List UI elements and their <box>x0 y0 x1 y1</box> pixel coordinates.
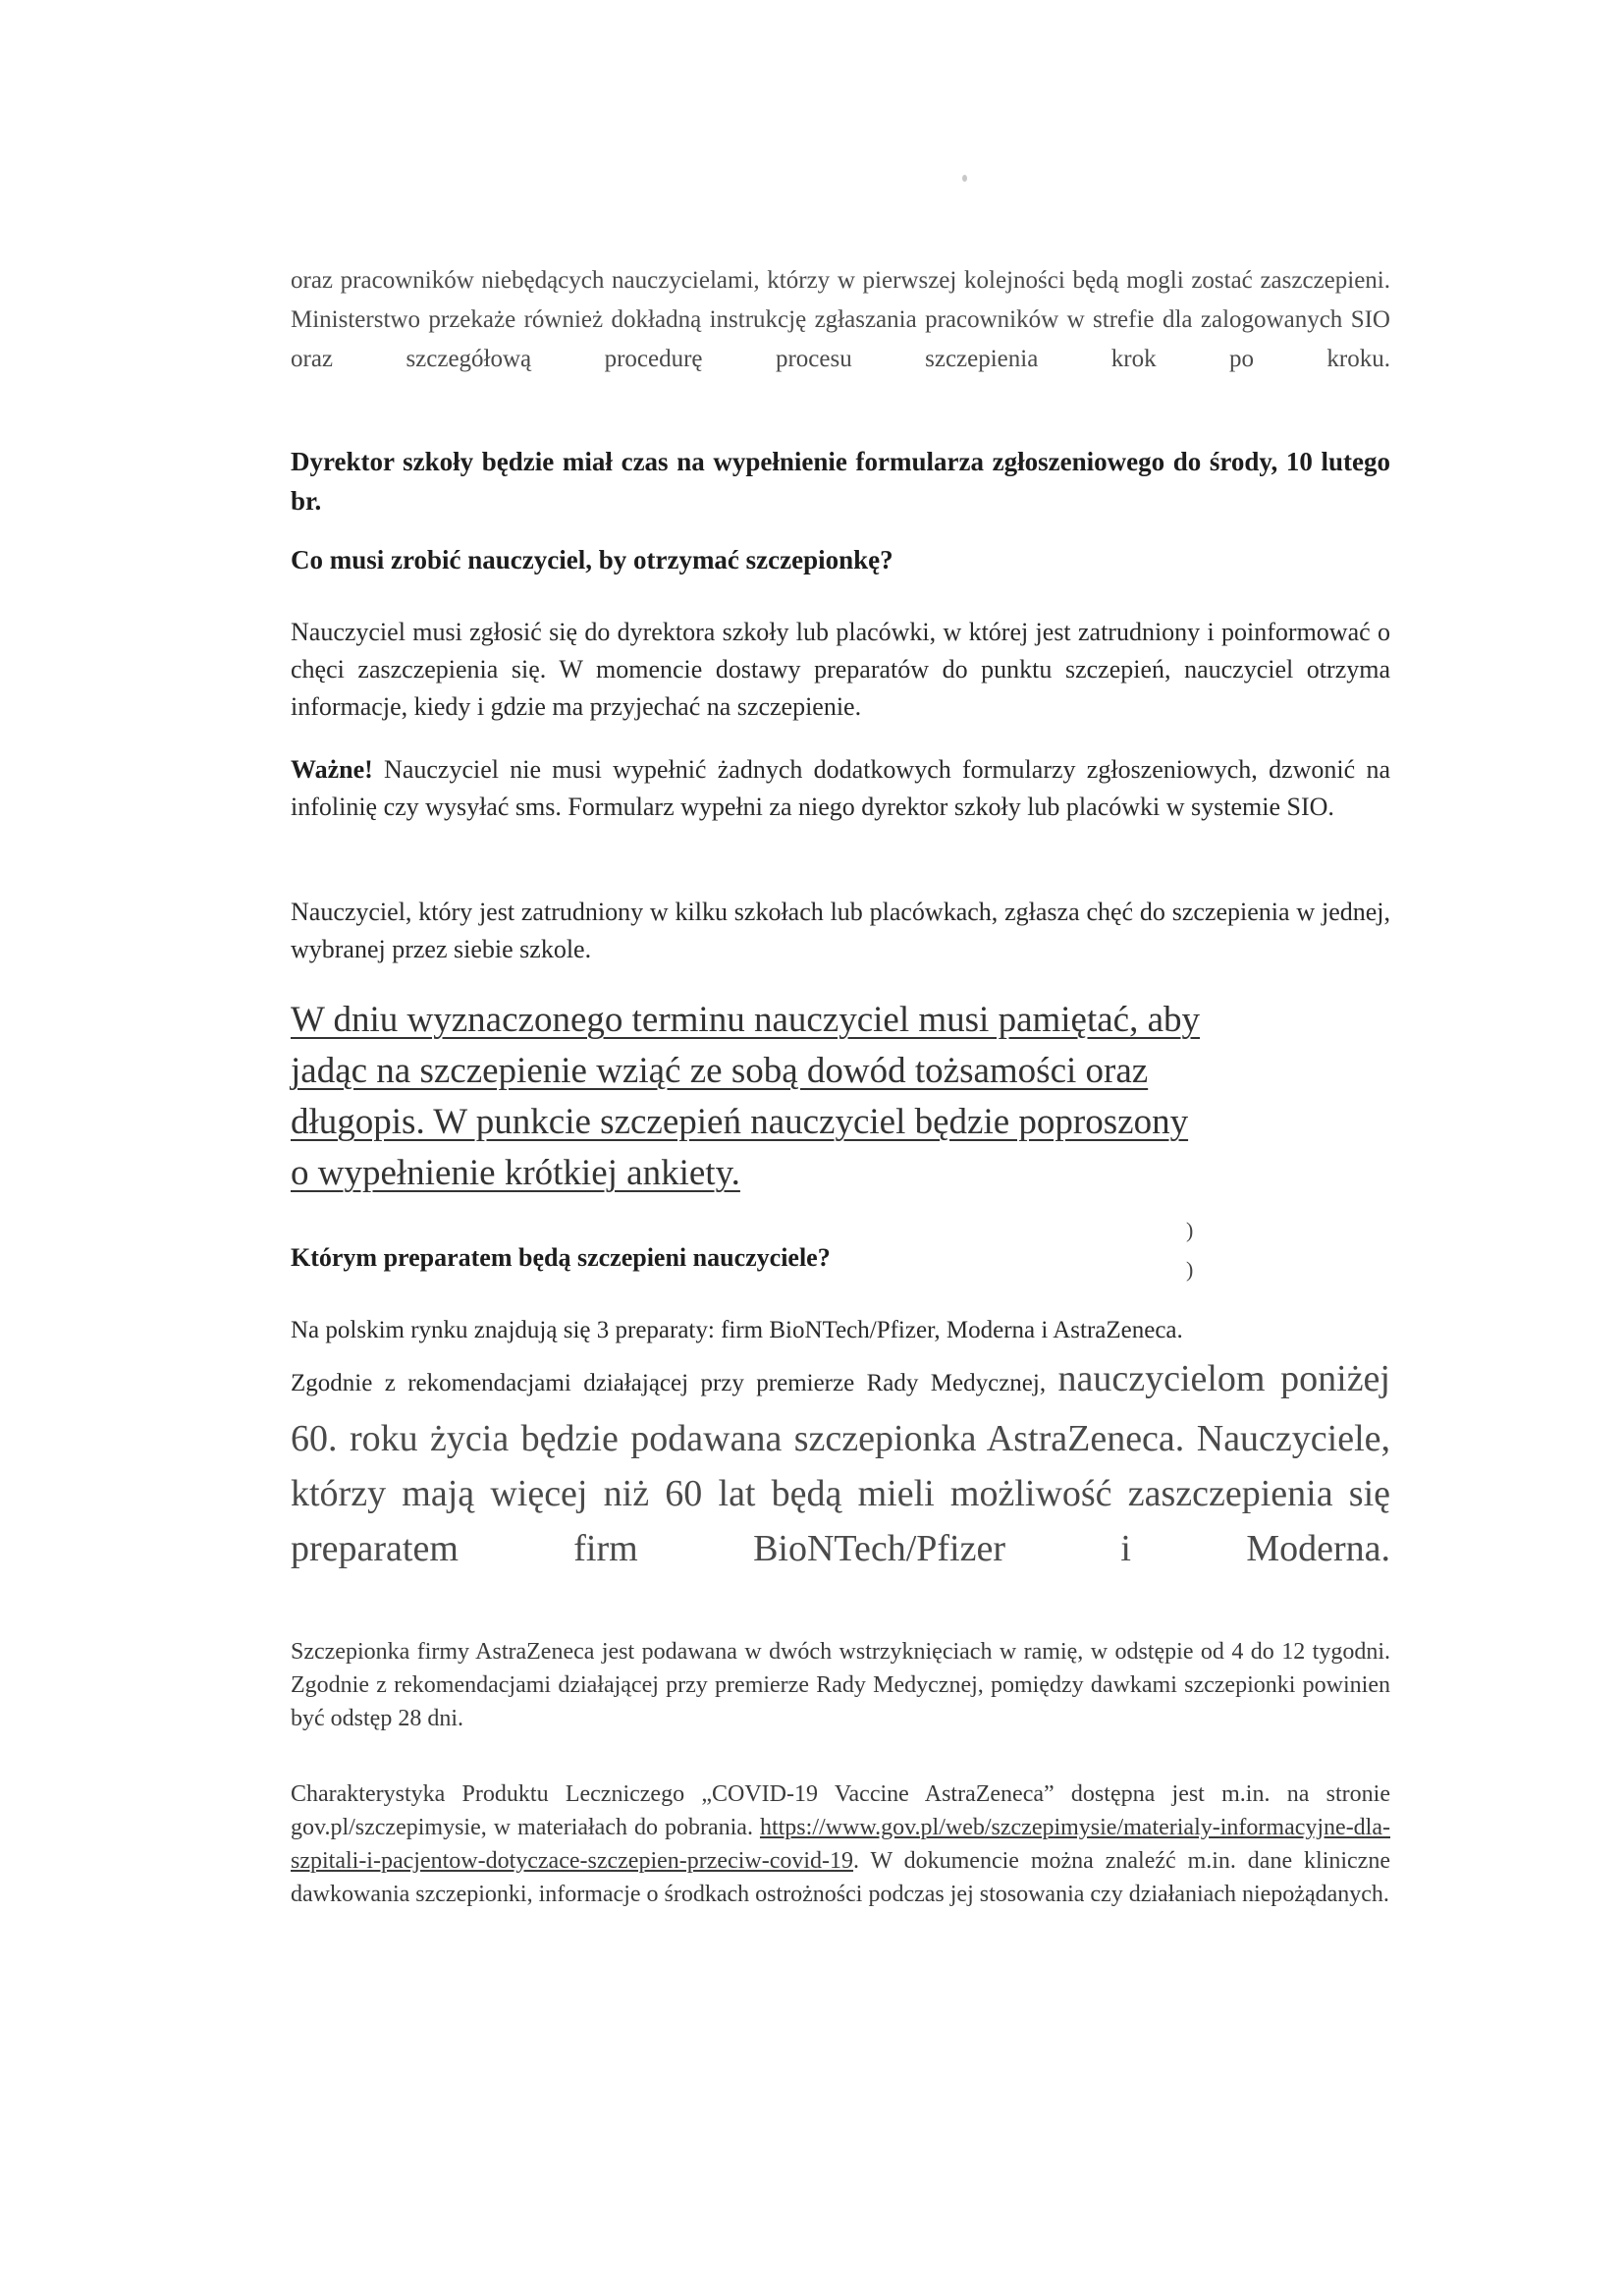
age-groups-intro: Zgodnie z rekomendacjami działającej przy premierze Rady Medycznej, <box>291 1370 1058 1396</box>
highlight-line: W dniu wyznaczonego terminu nauczyciel musi pamiętać, aby <box>291 1000 1201 1040</box>
important-label: Ważne! <box>291 755 373 784</box>
paragraph-teacher-steps: Nauczyciel musi zgłosić się do dyrektora szkoły lub placówki, w której jest zatrudniony i poinformować o chęci zaszczepienia się. W momencie dostawy preparatów do punktu szczepień, nauczyciel otrzyma informacje, kiedy i gdzie ma przyjechać na szczepienie. <box>291 618 1390 721</box>
age-groups-enlarged: nauczycielom poniżej 60. roku życia będzie podawana szczepionka AstraZeneca. Nauczyciele, którzy mają więcej niż 60 lat będą mieli możliwość zaszczepienia się preparatem firm BioNTech/Pfizer i Moderna. <box>291 1358 1390 1569</box>
characteristics-text: Charakterystyka Produktu Leczniczego „COVID-19 Vaccine AstraZeneca” dostępna jest m.in. na stronie gov.pl/szczepimysie, w materiałach do pobrania. <box>291 1781 1390 1840</box>
important-text: Nauczyciel nie musi wypełnić żadnych dodatkowych formularzy zgłoszeniowych, dzwonić na infolinię czy wysyłać sms. Formularz wypełni za niego dyrektor szkoły lub placówki w systemie SIO. <box>291 755 1390 821</box>
heading-which-vaccine: Którym preparatem będą szczepieni nauczyciele? <box>291 1243 831 1272</box>
paragraph-important <box>291 751 1390 826</box>
characteristics-text-end: . W dokumencie można znaleźć m.in. dane kliniczne dawkowania szczepionki, informacje o środkach ostrożności podczas jej stosowania czy działaniach niepożądanych. <box>291 1848 1390 1907</box>
highlight-line: jadąc na szczepienie wziąć ze sobą dowód tożsamości oraz <box>291 1051 1149 1091</box>
highlight-reminder <box>291 995 1390 1199</box>
characteristics-link[interactable]: https://www.gov.pl/web/szczepimysie/materialy-informacyjne-dla-szpitali-i-pacjentow-dotyczace-szczepien-przeciw-covid-19 <box>291 1815 1390 1874</box>
margin-mark: ) <box>1186 1218 1194 1242</box>
highlight-line: długopis. W punkcie szczepień nauczyciel będzie poproszony <box>291 1102 1189 1142</box>
paragraph-intro: oraz pracowników niebędących nauczycielami, którzy w pierwszej kolejności będą mogli zostać zaszczepieni. Ministerstwo przekaże również dokładną instrukcję zgłaszania pracowników w strefie dla zalogowanych SIO oraz szczegółową procedurę procesu szczepienia krok po kroku. <box>291 267 1390 372</box>
heading-what-teacher-must-do: Co musi zrobić nauczyciel, by otrzymać szczepionkę? <box>291 545 893 574</box>
paragraph-dosing: Szczepionka firmy AstraZeneca jest podawana w dwóch wstrzyknięciach w ramię, w odstępie od 4 do 12 tygodni. Zgodnie z rekomendacjami działającej przy premierze Rady Medycznej, pomiędzy dawkami szczepionki powinien być odstęp 28 dni. <box>291 1639 1390 1731</box>
paragraph-multiple-schools: Nauczyciel, który jest zatrudniony w kilku szkołach lub placówkach, zgłasza chęć do szczepienia w jednej, wybranej przez siebie szkole. <box>291 898 1390 963</box>
highlight-line: o wypełnienie krótkiej ankiety. <box>291 1153 740 1193</box>
scan-speck <box>962 175 967 182</box>
margin-mark: ) <box>1186 1257 1194 1282</box>
paragraph-product-characteristics <box>291 1777 1390 1911</box>
paragraph-age-groups <box>291 1351 1390 1576</box>
heading-deadline: Dyrektor szkoły będzie miał czas na wypełnienie formularza zgłoszeniowego do środy, 10 lutego br. <box>291 447 1390 516</box>
paragraph-vaccines-available: Na polskim rynku znajdują się 3 preparaty: firm BioNTech/Pfizer, Moderna i AstraZeneca. <box>291 1317 1183 1343</box>
